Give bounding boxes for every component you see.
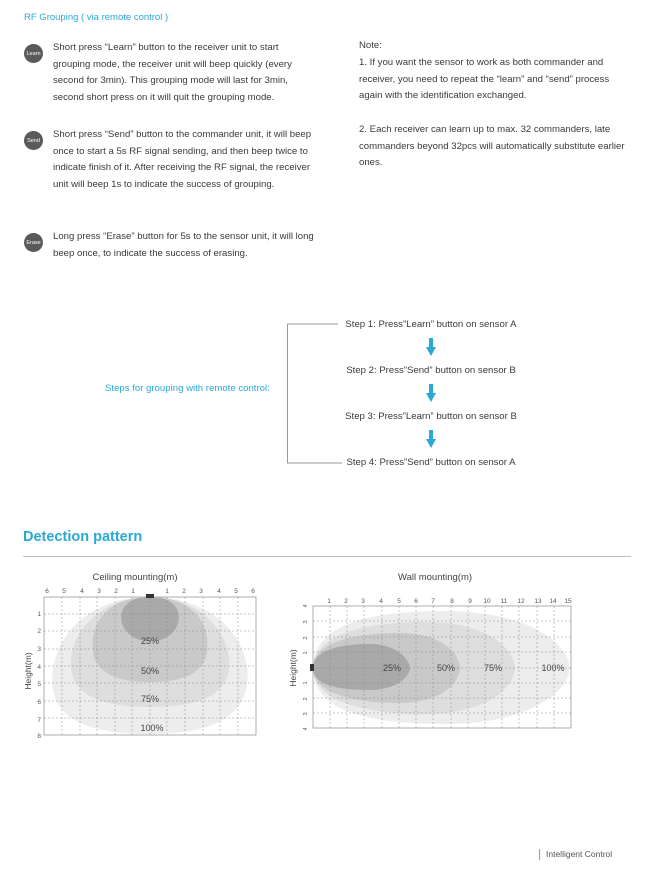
section-divider (23, 556, 631, 557)
arrow-down-icon (426, 430, 436, 448)
instruction-text: Short press “Send” button to the commander unit, it will beep once to start a 5s RF signal sending, and then beep twice to indicate finish of it. After receiving the RF signal, the receiver unit will beep 1s to indicate the success of grouping. (53, 129, 312, 190)
wall-x-tick: 15 (564, 598, 572, 605)
zone-label: 75% (140, 694, 160, 704)
wall-y-tick: 2 (303, 636, 309, 640)
ceiling-y-ticks (37, 611, 41, 740)
ceiling-title: Ceiling mounting(m) (92, 572, 178, 583)
note-item-2: 2. Each receiver can learn up to max. 32 commanders, late commanders beyond 32pcs will automatically substitute earlier ones. (359, 124, 625, 168)
step-4: Step 4: Press”Send” button on sensor A (346, 457, 516, 468)
wall-y-tick: 3 (303, 712, 309, 716)
ceiling-x-tick: 2 (182, 588, 186, 595)
wall-y-tick: 4 (303, 604, 309, 608)
wall-x-tick: 5 (397, 598, 401, 605)
wall-x-tick: 2 (344, 598, 348, 605)
zone-label: 100% (140, 723, 164, 733)
wall-x-tick: 10 (483, 598, 491, 605)
wall-y-tick: 1 (303, 681, 309, 685)
ceiling-y-tick: 1 (37, 611, 41, 618)
ceiling-x-tick: 6 (45, 588, 49, 595)
ceiling-diagram (18, 566, 268, 744)
zone-label: 50% (436, 663, 456, 673)
wall-x-tick: 9 (468, 598, 472, 605)
wall-title: Wall mounting(m) (397, 572, 473, 583)
ceiling-x-tick: 5 (62, 588, 66, 595)
ceiling-y-tick: 8 (37, 733, 41, 740)
wall-x-tick: 4 (379, 598, 383, 605)
ceiling-x-tick: 1 (165, 588, 169, 595)
learn-badge-icon: Learn (24, 44, 43, 63)
note-heading: Note: (359, 40, 382, 51)
wall-x-tick: 14 (549, 598, 557, 605)
wall-x-tick: 1 (327, 598, 331, 605)
sensor-icon (310, 664, 314, 671)
ceiling-x-ticks (45, 588, 255, 595)
detection-title: Detection pattern (23, 529, 143, 545)
zone-label: 50% (140, 666, 160, 676)
instruction-text: Short press “Learn” button to the receiver unit to start grouping mode, the receiver unit will beep quickly (every second for 3min). This grouping mode will last for 3min, second short press on it will quit the grouping mode. (53, 42, 292, 103)
ceiling-x-tick: 5 (234, 588, 238, 595)
wall-diagram (285, 566, 580, 736)
zone-label: 25% (140, 636, 160, 646)
step-3: Step 3: Press”Learn” button on sensor B (345, 411, 517, 422)
wall-y-ticks (303, 604, 309, 730)
instruction-text: Long press “Erase” button for 5s to the sensor unit, it will long beep once, to indicate the success of erasing. (53, 231, 314, 259)
ceiling-x-tick: 4 (217, 588, 221, 595)
ceiling-x-tick: 3 (97, 588, 101, 595)
ceiling-x-tick: 6 (251, 588, 255, 595)
ceiling-y-tick: 7 (37, 717, 41, 724)
ceiling-x-tick: 2 (114, 588, 118, 595)
step-1: Step 1: Press”Learn” button on sensor A (345, 319, 517, 330)
zone-label: 25% (382, 663, 402, 673)
ceiling-y-tick: 6 (37, 699, 41, 706)
ceiling-y-tick: 5 (37, 681, 41, 688)
zone-label: 75% (483, 663, 503, 673)
wall-y-label: Height(m) (288, 649, 298, 687)
wall-x-tick: 7 (431, 598, 435, 605)
section-title: RF Grouping ( via remote control ) (24, 12, 169, 23)
steps-bracket (286, 322, 346, 466)
wall-y-tick: 3 (303, 620, 309, 624)
wall-x-tick: 8 (450, 598, 454, 605)
ceiling-y-tick: 3 (37, 646, 41, 653)
wall-x-tick: 13 (534, 598, 542, 605)
arrow-down-icon (426, 384, 436, 402)
step-2: Step 2: Press”Send” button on sensor B (346, 365, 516, 376)
ceiling-x-tick: 4 (80, 588, 84, 595)
erase-badge-icon: Erase (24, 233, 43, 252)
wall-x-ticks (327, 598, 572, 605)
wall-y-tick: 4 (303, 727, 309, 731)
wall-x-tick: 12 (517, 598, 525, 605)
arrow-down-icon (426, 338, 436, 356)
ceiling-x-tick: 1 (131, 588, 135, 595)
sensor-icon (146, 594, 154, 598)
ceiling-x-tick: 3 (199, 588, 203, 595)
note-item-1: 1. If you want the sensor to work as both commander and receiver, you need to repeat the “learn” and “send” process again with the identification exchanged. (359, 57, 610, 101)
wall-x-tick: 3 (361, 598, 365, 605)
wall-x-tick: 6 (414, 598, 418, 605)
ceiling-y-label: Height(m) (23, 652, 33, 690)
footer-brand: Intelligent Control (539, 849, 612, 860)
send-badge-icon: Send (24, 131, 43, 150)
steps-label: Steps for grouping with remote control: (105, 383, 270, 394)
wall-y-tick: 1 (303, 651, 309, 655)
zone-label: 100% (541, 663, 565, 673)
wall-x-tick: 11 (500, 598, 508, 605)
wall-y-tick: 2 (303, 697, 309, 701)
ceiling-y-tick: 2 (37, 628, 41, 635)
ceiling-y-tick: 4 (37, 664, 41, 671)
